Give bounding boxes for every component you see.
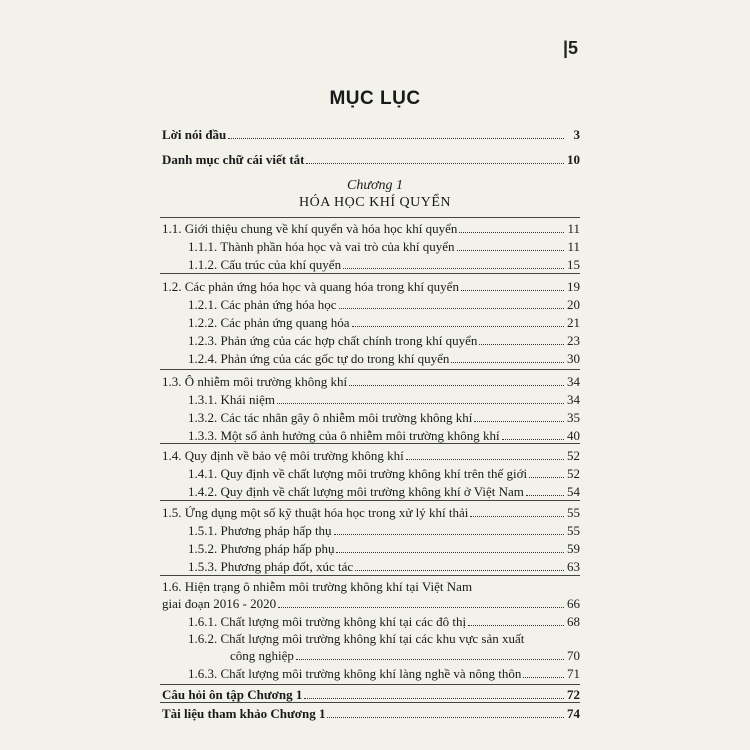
entry-label: 1.5.3. Phương pháp đốt, xúc tác [188,559,354,574]
entry-page: 63 [567,559,580,574]
toc-subsection [230,647,580,663]
entry-page: 10 [567,152,580,167]
entry-page: 20 [567,297,580,312]
entry-label: 1.1. Giới thiệu chung về khí quyển và hóa học khí quyển [162,221,458,236]
dot-leader [339,308,564,309]
entry-label: 1.4. Quy định về bảo vệ môi trường không khí [162,448,404,463]
dot-leader [470,516,564,517]
entry-page: 34 [567,374,580,389]
dot-leader [474,421,564,422]
dot-leader [296,659,564,660]
section-divider [160,500,580,501]
entry-page: 54 [567,484,580,499]
entry-label: 1.2.2. Các phản ứng quang hóa [188,315,350,330]
dot-leader [306,163,564,164]
dot-leader [459,232,564,233]
entry-label: 1.3.2. Các tác nhân gây ô nhiễm môi trường không khí [188,410,473,425]
entry-label: 1.2.4. Phản ứng của các gốc tự do trong khí quyển [188,351,450,366]
entry-label: 1.3. Ô nhiễm môi trường không khí [162,374,348,389]
entry-label: 1.4.1. Quy định về chất lượng môi trường không khí trên thế giới [188,466,528,481]
toc-subsection [188,391,580,407]
toc-entry-references [162,705,580,721]
toc-entry-preface [162,126,580,142]
entry-label: 1.5.2. Phương pháp hấp phụ [188,541,335,556]
dot-leader [355,570,564,571]
dot-leader [327,717,564,718]
entry-label: Lời nói đầu [162,127,227,142]
toc-subsection [188,332,580,348]
toc-section [162,278,580,294]
dot-leader [336,552,564,553]
entry-page: 55 [567,523,580,538]
dot-leader [523,677,564,678]
dot-leader [406,459,564,460]
entry-page: 68 [567,614,580,629]
entry-page: 52 [567,466,580,481]
dot-leader [529,477,564,478]
toc-section [162,504,580,520]
entry-label: 1.2.3. Phản ứng của các hợp chất chính trong khí quyển [188,333,478,348]
entry-label: 1.3.1. Khái niệm [188,392,276,407]
dot-leader [278,607,564,608]
entry-label: 1.6.1. Chất lượng môi trường không khí tại các đô thị [188,614,467,629]
entry-label: 1.1.1. Thành phần hóa học và vai trò của khí quyển [188,239,455,254]
entry-page: 52 [567,448,580,463]
entry-page: 30 [567,351,580,366]
toc-subsection [188,296,580,312]
entry-label: 1.4.2. Quy định về chất lượng môi trường không khí ở Việt Nam [188,484,524,499]
dot-leader [334,534,564,535]
dot-leader [457,250,564,251]
section-divider [160,684,580,685]
entry-label: Tài liệu tham khảo Chương 1 [162,706,326,721]
page-title: MỤC LỤC [329,88,421,109]
toc-section [162,447,580,463]
entry-page: 55 [567,505,580,520]
entry-page: 72 [567,687,580,702]
entry-page: 11 [567,221,580,236]
toc-subsection [188,350,580,366]
dot-leader [228,138,564,139]
entry-page: 21 [567,315,580,330]
dot-leader [451,362,564,363]
toc-subsection [188,427,580,443]
dot-leader [349,385,564,386]
section-divider [160,575,580,576]
entry-label: 1.5.1. Phương pháp hấp thụ [188,523,332,538]
entry-page: 74 [567,706,580,721]
toc-subsection [188,613,580,629]
entry-page: 40 [567,428,580,443]
entry-page: 70 [567,648,580,663]
toc-subsection [188,665,580,681]
entry-page: 71 [567,666,580,681]
entry-page: 11 [567,239,580,254]
dot-leader [277,403,564,404]
toc-subsection [188,409,580,425]
entry-page: 19 [567,279,580,294]
toc-entry-abbreviations [162,151,580,167]
page-number: |5 [563,38,579,58]
entry-page: 15 [567,257,580,272]
entry-label: Câu hỏi ôn tập Chương 1 [162,687,303,702]
entry-label: 1.3.3. Một số ảnh hưởng của ô nhiễm môi trường không khí [188,428,500,443]
dot-leader [343,268,564,269]
dot-leader [461,290,564,291]
dot-leader [502,439,564,440]
toc-entry-review-questions [162,686,580,702]
toc-subsection [188,522,580,538]
dot-leader [304,698,564,699]
toc-subsection [188,256,580,272]
section-divider [160,273,580,274]
dot-leader [526,495,564,496]
toc-subsection [188,465,580,481]
entry-label: giai đoạn 2016 - 2020 [162,596,277,611]
dot-leader [479,344,564,345]
section-divider [160,702,580,703]
section-divider [160,369,580,370]
entry-label: 1.6.3. Chất lượng môi trường không khí làng nghề và nông thôn [188,666,522,681]
entry-label: Danh mục chữ cái viết tắt [162,152,305,167]
entry-page: 34 [567,392,580,407]
chapter-name: HÓA HỌC KHÍ QUYỂN [299,195,451,210]
toc-subsection-line1: 1.6.2. Chất lượng môi trường không khí tại các khu vực sản xuất [188,631,525,646]
entry-label: 1.1.2. Cấu trúc của khí quyển [188,257,342,272]
entry-page: 35 [567,410,580,425]
toc-subsection [188,483,580,499]
toc-section [162,595,580,611]
entry-label: công nghiệp [230,648,294,663]
entry-page: 23 [567,333,580,348]
toc-subsection [188,238,580,254]
dot-leader [352,326,564,327]
section-divider [160,443,580,444]
toc-section-line1: 1.6. Hiện trạng ô nhiễm môi trường không khí tại Việt Nam [162,579,473,594]
entry-page: 3 [573,127,580,142]
entry-page: 66 [567,596,580,611]
toc-subsection [188,314,580,330]
toc-subsection [188,540,580,556]
section-divider [160,217,580,218]
toc-section [162,373,580,389]
entry-label: 1.2. Các phản ứng hóa học và quang hóa trong khí quyển [162,279,459,294]
chapter-label: Chương 1 [347,178,403,193]
toc-section [162,220,580,236]
entry-page: 59 [567,541,580,556]
dot-leader [468,625,564,626]
toc-subsection [188,558,580,574]
entry-label: 1.2.1. Các phản ứng hóa học [188,297,337,312]
entry-label: 1.5. Ứng dụng một số kỹ thuật hóa học trong xử lý khí thải [162,505,469,520]
